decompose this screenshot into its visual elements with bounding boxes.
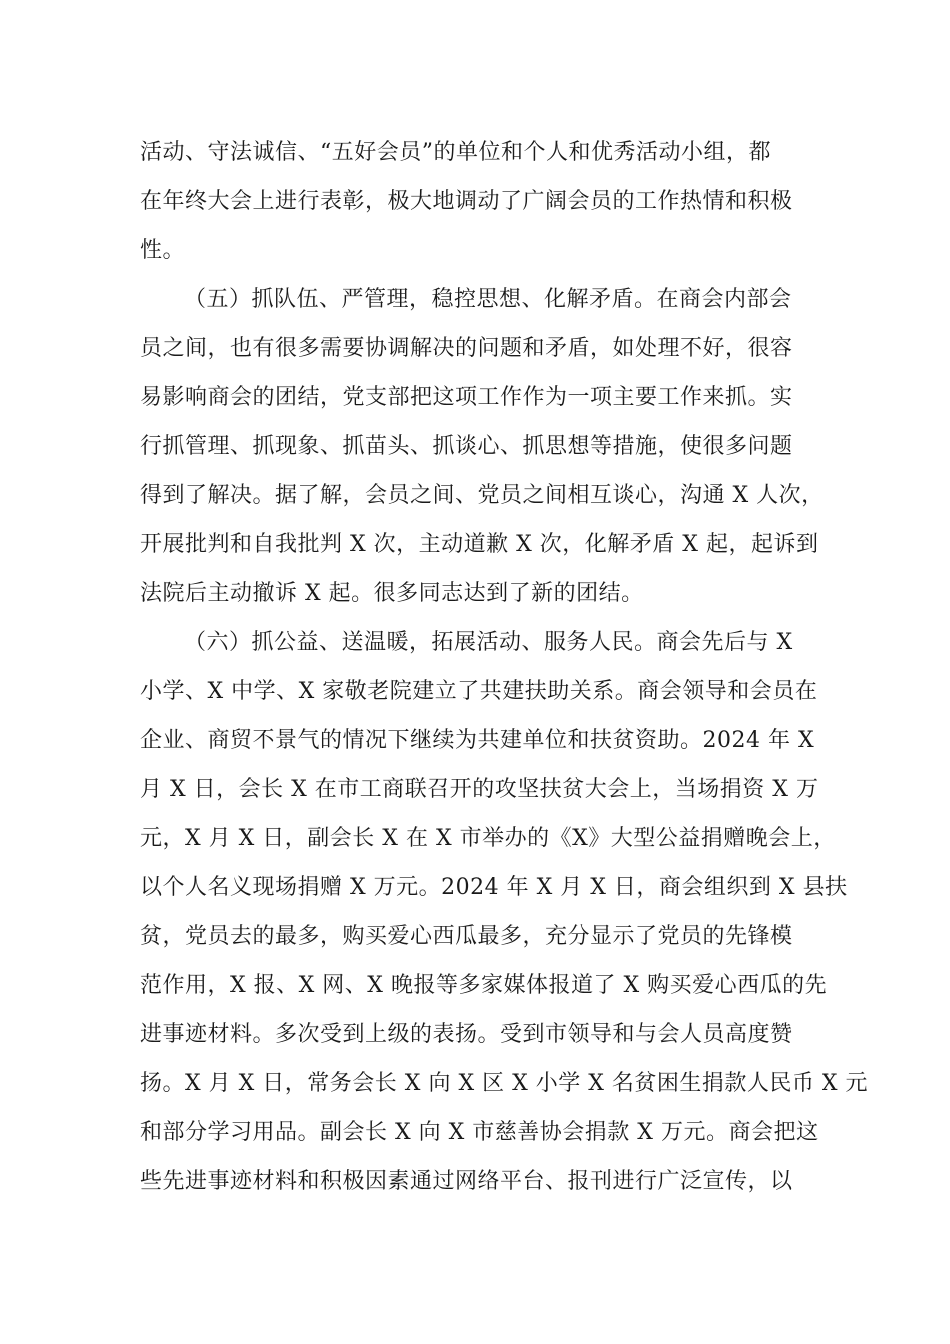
paragraph-continuation	[140, 128, 820, 275]
text-line: 和部分学习用品。副会长 X 向 X 市慈善协会捐款 X 万元。商会把这	[140, 1120, 819, 1145]
text-line: 活动、守法诚信、“五好会员”的单位和个人和优秀活动小组，都	[140, 140, 771, 165]
text-line: 些先进事迹材料和积极因素通过网络平台、报刊进行广泛宣传，以	[140, 1169, 793, 1194]
text-line: 得到了解决。据了解，会员之间、党员之间相互谈心，沟通 X 人次，	[140, 483, 824, 508]
text-line: 企业、商贸不景气的情况下继续为共建单位和扶贫资助。2024 年 X	[140, 728, 815, 753]
paragraph-section-six	[140, 618, 869, 1206]
text-line: （五）抓队伍、严管理，稳控思想、化解矛盾。在商会内部会	[184, 287, 792, 312]
text-line: 贫，党员去的最多，购买爱心西瓜最多，充分显示了党员的先锋模	[140, 924, 793, 949]
text-line: （六）抓公益、送温暖，拓展活动、服务人民。商会先后与 X	[184, 630, 793, 655]
text-line: 元，X 月 X 日，副会长 X 在 X 市举办的《X》大型公益捐赠晚会上，	[140, 826, 836, 851]
text-line: 以个人名义现场捐赠 X 万元。2024 年 X 月 X 日，商会组织到 X 县扶	[140, 875, 848, 900]
text-line: 进事迹材料。多次受到上级的表扬。受到市领导和与会人员高度赞	[140, 1022, 793, 1047]
text-line: 员之间，也有很多需要协调解决的问题和矛盾，如处理不好，很容	[140, 336, 793, 361]
text-line: 月 X 日，会长 X 在市工商联召开的攻坚扶贫大会上，当场捐资 X 万	[140, 777, 819, 802]
text-line: 范作用，X 报、X 网、X 晚报等多家媒体报道了 X 购买爱心西瓜的先	[140, 973, 828, 998]
text-line: 行抓管理、抓现象、抓苗头、抓谈心、抓思想等措施，使很多问题	[140, 434, 793, 459]
text-line: 开展批判和自我批判 X 次，主动道歉 X 次，化解矛盾 X 起，起诉到	[140, 532, 819, 557]
paragraph-section-five	[140, 275, 824, 618]
text-line: 扬。X 月 X 日，常务会长 X 向 X 区 X 小学 X 名贫困生捐款人民币 X 元	[140, 1071, 869, 1096]
text-line: 易影响商会的团结，党支部把这项工作作为一项主要工作来抓。实	[140, 385, 793, 410]
text-line: 在年终大会上进行表彰，极大地调动了广阔会员的工作热情和积极	[140, 189, 793, 214]
document-body	[140, 128, 869, 1206]
text-line: 性。	[140, 238, 186, 263]
text-line: 小学、X 中学、X 家敬老院建立了共建扶助关系。商会领导和会员在	[140, 679, 818, 704]
text-line: 法院后主动撤诉 X 起。很多同志达到了新的团结。	[140, 581, 644, 606]
